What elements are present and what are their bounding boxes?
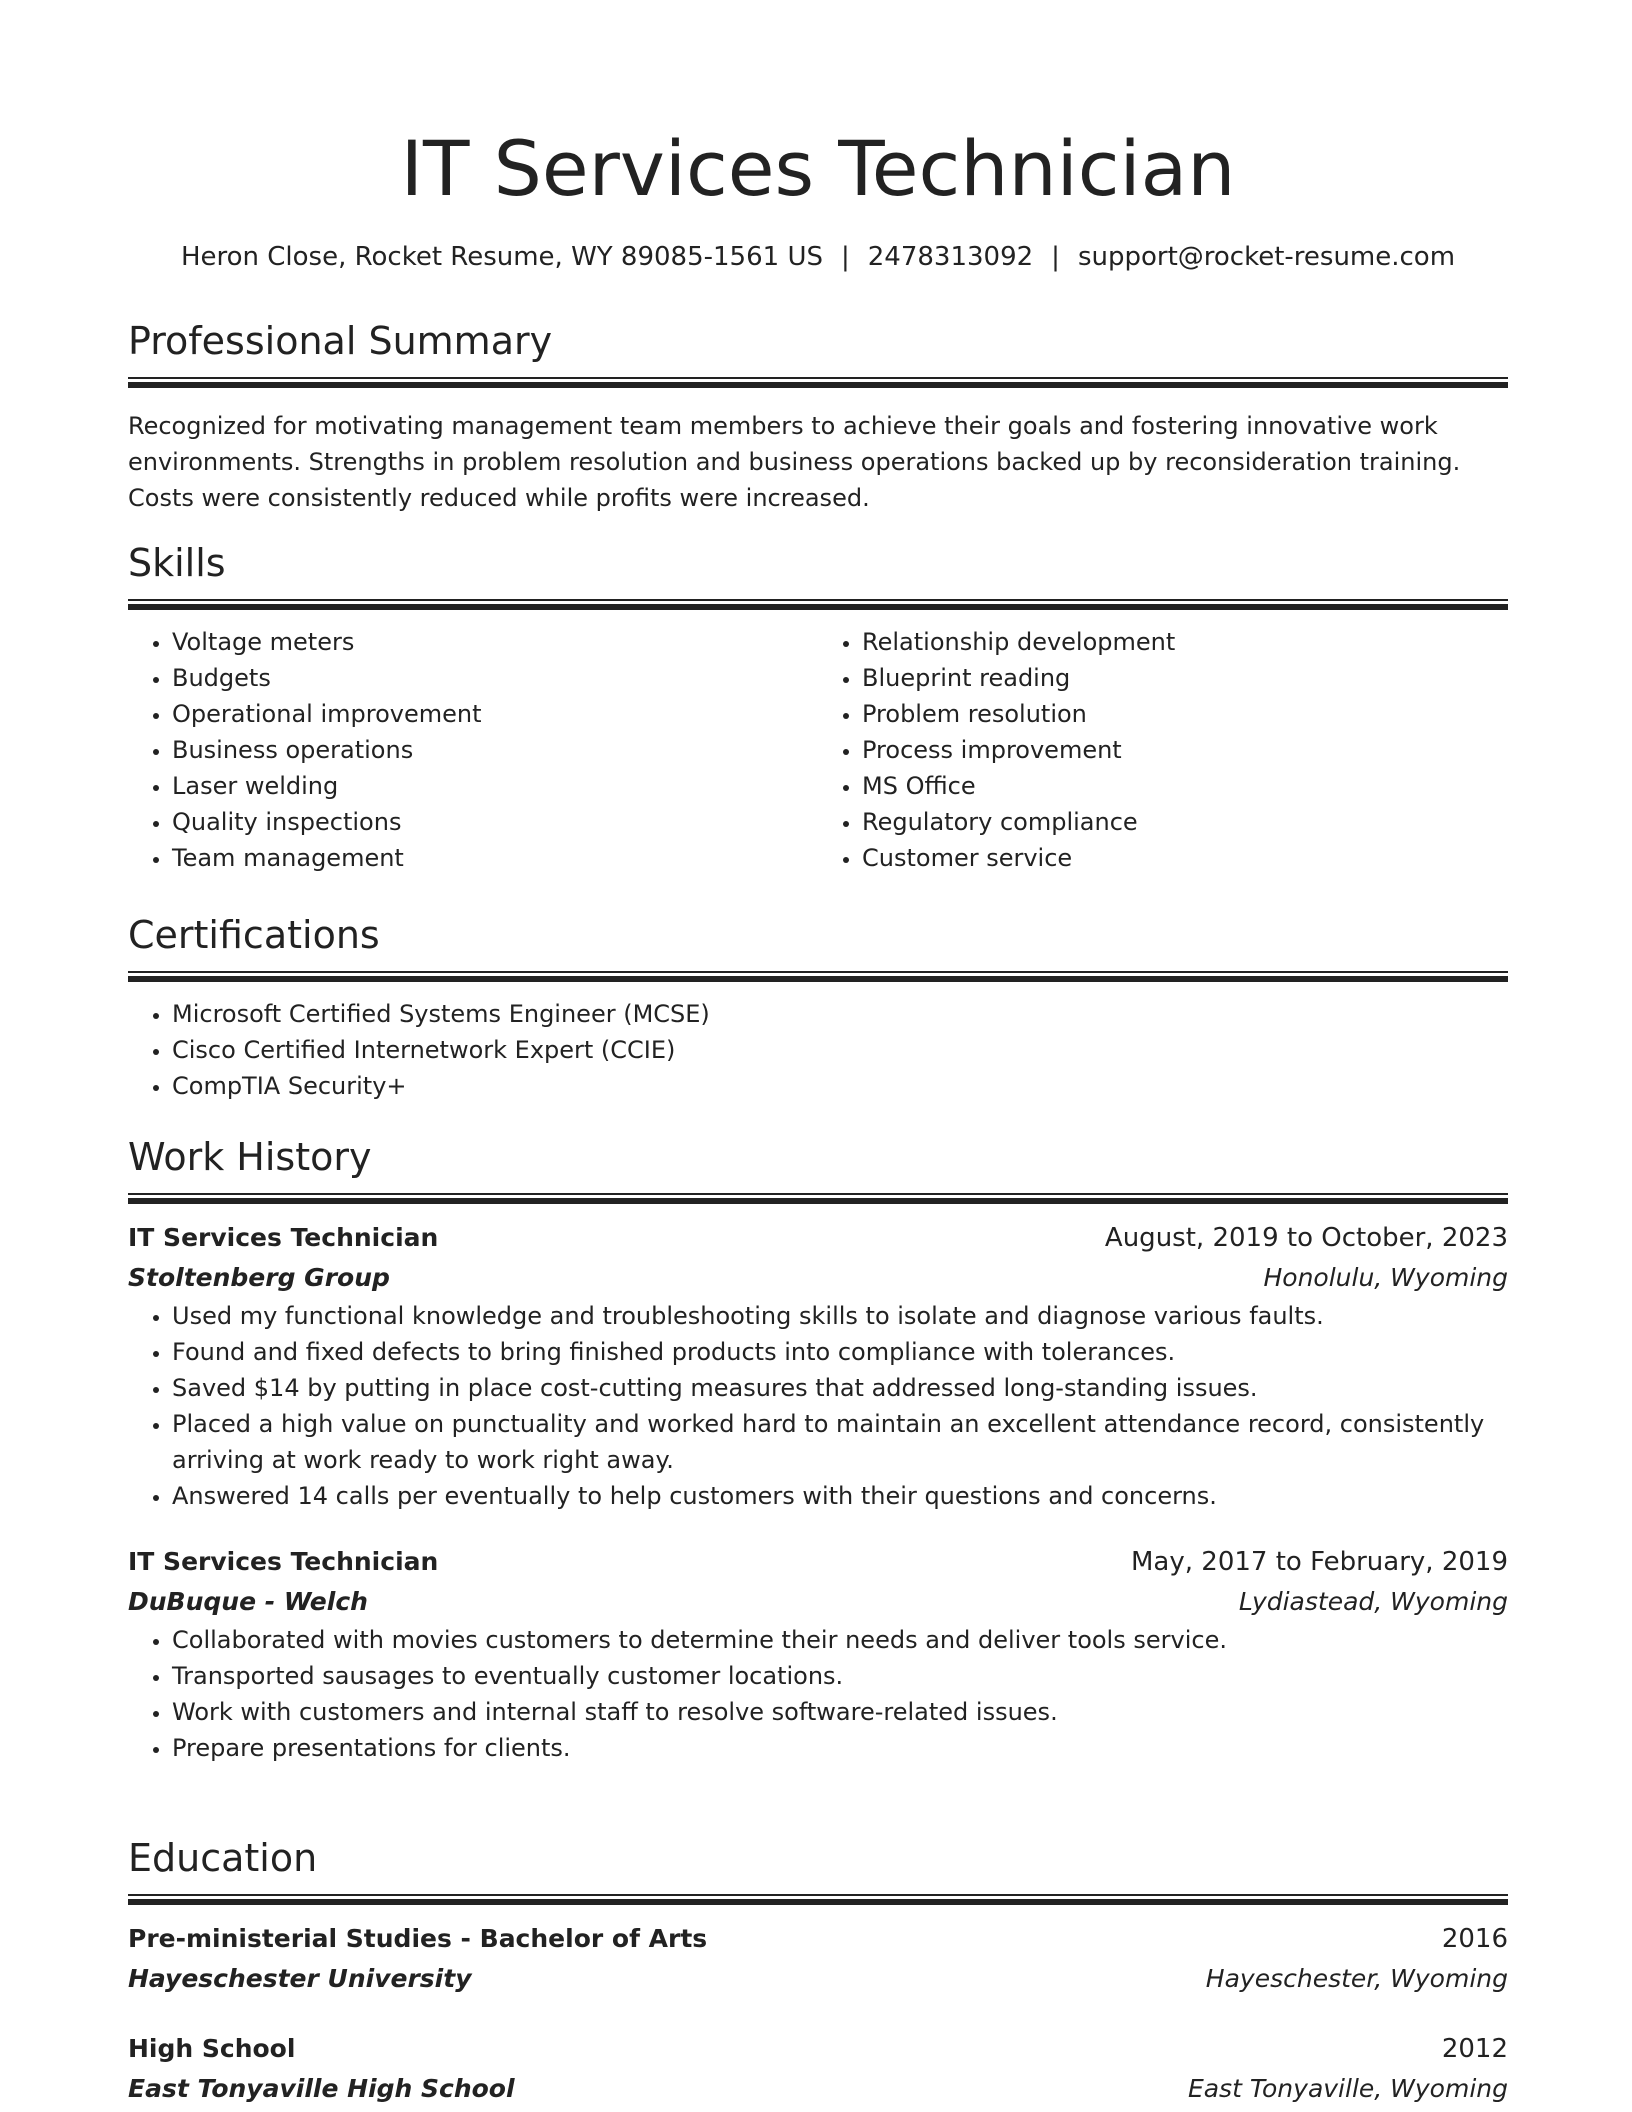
education-entry <box>128 1919 1508 1999</box>
certifications-section <box>128 911 1508 1104</box>
work-history-section <box>128 1133 1508 1766</box>
education-school-row <box>128 1959 1508 1999</box>
graduation-year: 2016 <box>1441 1924 1508 1954</box>
section-divider <box>128 1894 1508 1905</box>
skill-item: • Problem resolution <box>862 696 1508 732</box>
job-bullet: • Work with customers and internal staff to resolve software-related issues. <box>172 1694 1508 1730</box>
job-location: Lydiastead, Wyoming <box>1238 1587 1508 1616</box>
job-dates: August, 2019 to October, 2023 <box>1104 1223 1508 1253</box>
skill-item: • Business operations <box>172 732 818 768</box>
company-name: Stoltenberg Group <box>128 1263 390 1292</box>
skills-list-right <box>818 624 1508 876</box>
section-title-summary: Professional Summary <box>128 319 553 363</box>
school-name: East Tonyaville High School <box>128 2074 515 2103</box>
section-title-education: Education <box>128 1836 318 1880</box>
school-name: Hayeschester University <box>128 1964 472 1993</box>
skill-item: • MS Office <box>862 768 1508 804</box>
skill-item: • Blueprint reading <box>862 660 1508 696</box>
section-divider <box>128 1193 1508 1204</box>
company-name: DuBuque - Welch <box>128 1587 368 1616</box>
skill-item: • Process improvement <box>862 732 1508 768</box>
job-header-row <box>128 1218 1508 1258</box>
job-company-row <box>128 1582 1508 1622</box>
job-bullets <box>128 1622 1508 1766</box>
job-location: Honolulu, Wyoming <box>1263 1263 1508 1292</box>
skill-item: • Laser welding <box>172 768 818 804</box>
job-title: IT Services Technician <box>128 1547 439 1576</box>
summary-text: Recognized for motivating management team members to achieve their goals and fostering innovative work environments. Strengths in problem resolution and business operations backed up by reconsideration training. Costs were consistently reduced while profits were increased. <box>128 412 1461 512</box>
job-bullet: • Collaborated with movies customers to determine their needs and deliver tools service. <box>172 1622 1508 1658</box>
job-dates: May, 2017 to February, 2019 <box>1131 1547 1508 1577</box>
candidate-name: IT Services Technician <box>400 124 1236 213</box>
skills-section <box>128 539 1508 876</box>
job-bullet: • Prepare presentations for clients. <box>172 1730 1508 1766</box>
section-divider <box>128 377 1508 388</box>
skills-list-left <box>128 624 818 876</box>
job-title: IT Services Technician <box>128 1223 439 1252</box>
job-bullet: • Used my functional knowledge and troubleshooting skills to isolate and diagnose various faults. <box>172 1298 1508 1334</box>
contact-phone: 2478313092 <box>867 242 1034 272</box>
job-bullet: • Transported sausages to eventually customer locations. <box>172 1658 1508 1694</box>
education-header-row <box>128 2029 1508 2069</box>
job-company-row <box>128 1258 1508 1298</box>
degree-name: Pre-ministerial Studies - Bachelor of Arts <box>128 1924 708 1953</box>
job-header-row <box>128 1542 1508 1582</box>
certification-item: • CompTIA Security+ <box>172 1068 1508 1104</box>
skill-item: • Relationship development <box>862 624 1508 660</box>
school-location: East Tonyaville, Wyoming <box>1187 2074 1508 2103</box>
job-entry <box>128 1218 1508 1514</box>
section-divider <box>128 599 1508 610</box>
section-title-work-history: Work History <box>128 1135 372 1179</box>
contact-separator: | <box>840 242 850 272</box>
degree-name: High School <box>128 2034 296 2063</box>
job-bullet: • Saved $14 by putting in place cost-cutting measures that addressed long-standing issues. <box>172 1370 1508 1406</box>
skill-item: • Customer service <box>862 840 1508 876</box>
contact-address: Heron Close, Rocket Resume, WY 89085-1561 US <box>180 242 823 272</box>
job-bullet: • Placed a high value on punctuality and worked hard to maintain an excellent attendance record, consistently arriving at work ready to work right away. <box>172 1406 1508 1478</box>
education-entry <box>128 2029 1508 2109</box>
education-header-row <box>128 1919 1508 1959</box>
job-bullet: • Found and fixed defects to bring finished products into compliance with tolerances. <box>172 1334 1508 1370</box>
skill-item: • Voltage meters <box>172 624 818 660</box>
skill-item: • Operational improvement <box>172 696 818 732</box>
school-location: Hayeschester, Wyoming <box>1205 1964 1508 1993</box>
job-entry <box>128 1542 1508 1766</box>
job-bullets <box>128 1298 1508 1514</box>
certifications-list <box>128 996 1508 1104</box>
graduation-year: 2012 <box>1441 2034 1508 2064</box>
job-bullet: • Answered 14 calls per eventually to help customers with their questions and concerns. <box>172 1478 1508 1514</box>
skill-item: • Budgets <box>172 660 818 696</box>
education-section <box>128 1834 1508 2109</box>
skill-item: • Regulatory compliance <box>862 804 1508 840</box>
summary-section <box>128 317 1508 516</box>
skill-item: • Team management <box>172 840 818 876</box>
certification-item: • Cisco Certified Internetwork Expert (CCIE) <box>172 1032 1508 1068</box>
section-title-certifications: Certifications <box>128 913 380 957</box>
contact-separator: | <box>1051 242 1060 272</box>
skills-grid <box>128 624 1508 876</box>
contact-line <box>128 240 1508 274</box>
section-divider <box>128 971 1508 982</box>
section-title-skills: Skills <box>128 541 226 585</box>
skill-item: • Quality inspections <box>172 804 818 840</box>
education-school-row <box>128 2069 1508 2109</box>
contact-email: support@rocket-resume.com <box>1077 242 1456 272</box>
certification-item: • Microsoft Certified Systems Engineer (MCSE) <box>172 996 1508 1032</box>
